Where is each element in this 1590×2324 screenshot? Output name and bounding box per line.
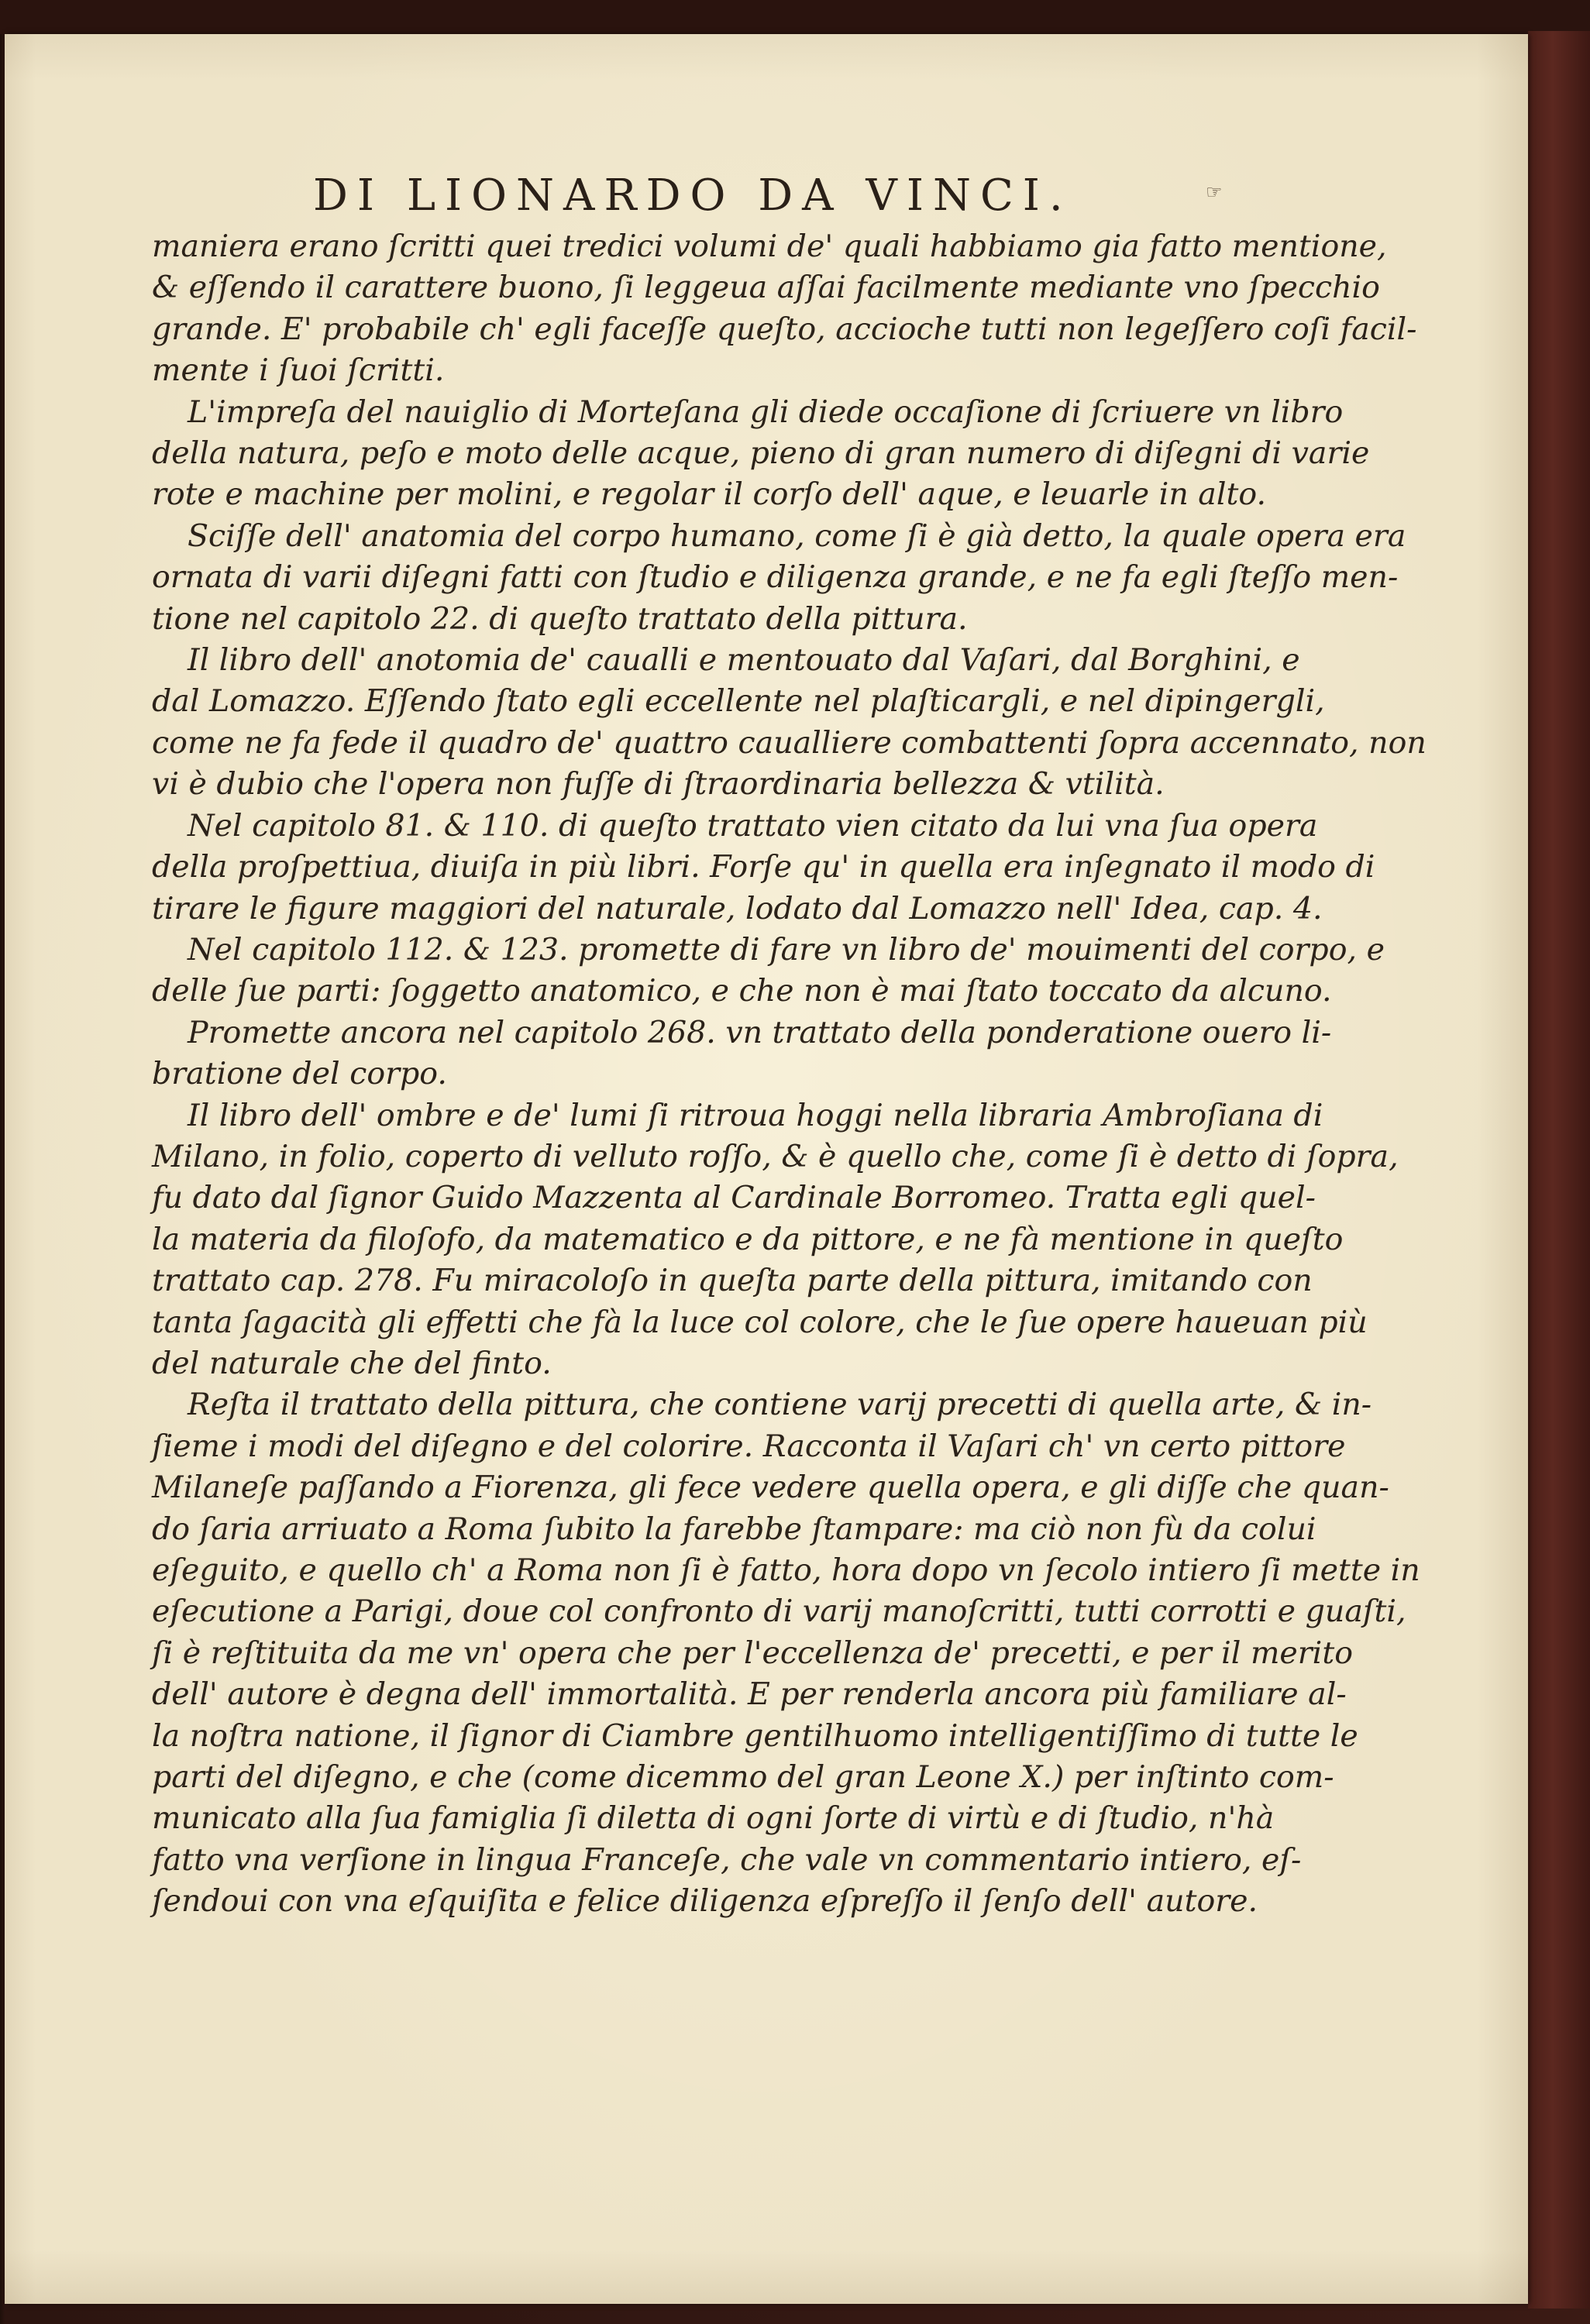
text-line: tione nel capitolo 22. di queſto trattato della pittura. [152, 600, 968, 637]
text-line: eſecutione a Parigi, doue col confronto di varij manoſcritti, tutti corrotti e guaſti, [152, 1593, 1406, 1630]
text-line: mente i ſuoi ſcritti. [152, 352, 445, 389]
paragraph [152, 640, 1427, 806]
running-header: DI LIONARDO DA VINCI. [313, 170, 1072, 221]
paragraph [152, 392, 1370, 516]
book-binding-edge [1528, 31, 1590, 2309]
text-line: trattato cap. 278. Fu miracoloſo in queſta parte della pittura, imitando con [152, 1263, 1313, 1299]
paragraph [152, 930, 1385, 1012]
text-line: tirare le figure maggiori del naturale, lodato dal Lomazzo nell' Idea, cap. 4. [152, 890, 1323, 927]
text-line: rote e machine per molini, e regolar il corſo dell' aque, e leuarle in alto. [152, 476, 1267, 513]
text-line: Nel capitolo 112. & 123. promette di fare vn libro de' mouimenti del corpo, e [188, 931, 1385, 968]
text-line: do ſaria arriuato a Roma ſubito la farebbe ſtampare: ma ciò non fù da colui [152, 1511, 1316, 1547]
paragraph [152, 1384, 1420, 1922]
page-body-text [152, 226, 1427, 1923]
text-line: Il libro dell' anotomia de' caualli e mentouato dal Vaſari, dal Borghini, e [188, 642, 1300, 679]
text-line: L'impreſa del nauiglio di Morteſana gli diede occaſione di ſcriuere vn libro [188, 394, 1344, 430]
text-line: grande. E' probabile ch' egli faceſſe queſto, accioche tutti non legeſſero coſi facil- [152, 311, 1417, 347]
paragraph [152, 226, 1417, 392]
paragraph [152, 1012, 1332, 1095]
scan-top-edge [0, 0, 1590, 34]
text-line: delle ſue parti: ſoggetto anatomico, e che non è mai ſtato toccato da alcuno. [152, 973, 1332, 1009]
text-line: ſendoui con vna eſquiſita e felice diligenza eſpreſſo il ſenſo dell' autore. [152, 1883, 1258, 1920]
text-line: & eſſendo il carattere buono, ſi leggeua aſſai facilmente mediante vno ſpecchio [152, 270, 1380, 306]
text-line: fatto vna verſione in lingua Franceſe, che vale vn commentario intiero, eſ- [152, 1841, 1302, 1878]
paragraph [152, 516, 1406, 640]
paragraph [152, 1095, 1399, 1385]
corner-mark: ☞ [1206, 181, 1223, 203]
text-line: ſi è reſtituita da me vn' opera che per l'eccellenza de' precetti, e per il merito [152, 1635, 1353, 1671]
text-line: Milano, in folio, coperto di velluto roſſo, & è quello che, come ſi è detto di ſopra, [152, 1138, 1399, 1174]
text-line: la materia da filoſofo, da matematico e da pittore, e ne fà mentione in queſto [152, 1221, 1344, 1257]
text-line: parti del diſegno, e che (come dicemmo del gran Leone X.) per inſtinto com- [152, 1759, 1334, 1796]
text-line: bratione del corpo. [152, 1056, 447, 1092]
text-line: vi è dubio che l'opera non fuſſe di ſtraordinaria bellezza & vtilità. [152, 766, 1165, 803]
paragraph [152, 806, 1375, 930]
text-line: dal Lomazzo. Eſſendo ſtato egli eccellente nel plaſticargli, e nel dipingergli, [152, 683, 1325, 720]
text-line: Sciſſe dell' anatomia del corpo humano, come ſi è già detto, la quale opera era [188, 517, 1406, 554]
text-line: Promette ancora nel capitolo 268. vn trattato della ponderatione ouero li- [188, 1014, 1332, 1050]
text-line: ſieme i modi del diſegno e del colorire. Racconta il Vaſari ch' vn certo pittore [152, 1428, 1346, 1464]
text-line: ornata di varii diſegni fatti con ſtudio e diligenza grande, e ne fa egli ſteſſo men- [152, 559, 1399, 596]
text-line: della natura, peſo e moto delle acque, pieno di gran numero di diſegni di varie [152, 435, 1370, 472]
text-line: della proſpettiua, diuiſa in più libri. Forſe qu' in quella era inſegnato il modo di [152, 849, 1375, 885]
text-line: dell' autore è degna dell' immortalità. E per renderla ancora più familiare al- [152, 1676, 1347, 1713]
text-line: la noſtra natione, il ſignor di Ciambre gentilhuomo intelligentiſſimo di tutte le [152, 1717, 1358, 1754]
text-line: Milaneſe paſſando a Fiorenza, gli fece vedere quella opera, e gli diſſe che quan- [152, 1470, 1389, 1506]
text-line: municato alla ſua famiglia ſi diletta di ogni ſorte di virtù e di ſtudio, n'hà [152, 1800, 1275, 1837]
text-line: Reſta il trattato della pittura, che contiene varij precetti di quella arte, & in- [188, 1387, 1372, 1423]
text-line: del naturale che del finto. [152, 1345, 552, 1381]
text-line: fu dato dal ſignor Guido Mazzenta al Cardinale Borromeo. Tratta egli quel- [152, 1180, 1316, 1216]
text-line: maniera erano ſcritti quei tredici volumi de' quali habbiamo gia fatto mentione, [152, 229, 1387, 264]
text-line: eſeguito, e quello ch' a Roma non ſi è fatto, hora dopo vn ſecolo intiero ſi mette in [152, 1552, 1420, 1588]
text-line: Il libro dell' ombre e de' lumi ſi ritroua hoggi nella libraria Ambroſiana di [188, 1097, 1323, 1133]
text-line: tanta ſagacità gli effetti che fà la luce col colore, che le ſue opere haueuan più [152, 1304, 1368, 1340]
text-line: Nel capitolo 81. & 110. di queſto trattato vien citato da lui vna ſua opera [188, 807, 1318, 844]
text-line: come ne fa fede il quadro de' quattro caualliere combattenti ſopra accennato, non [152, 724, 1427, 761]
